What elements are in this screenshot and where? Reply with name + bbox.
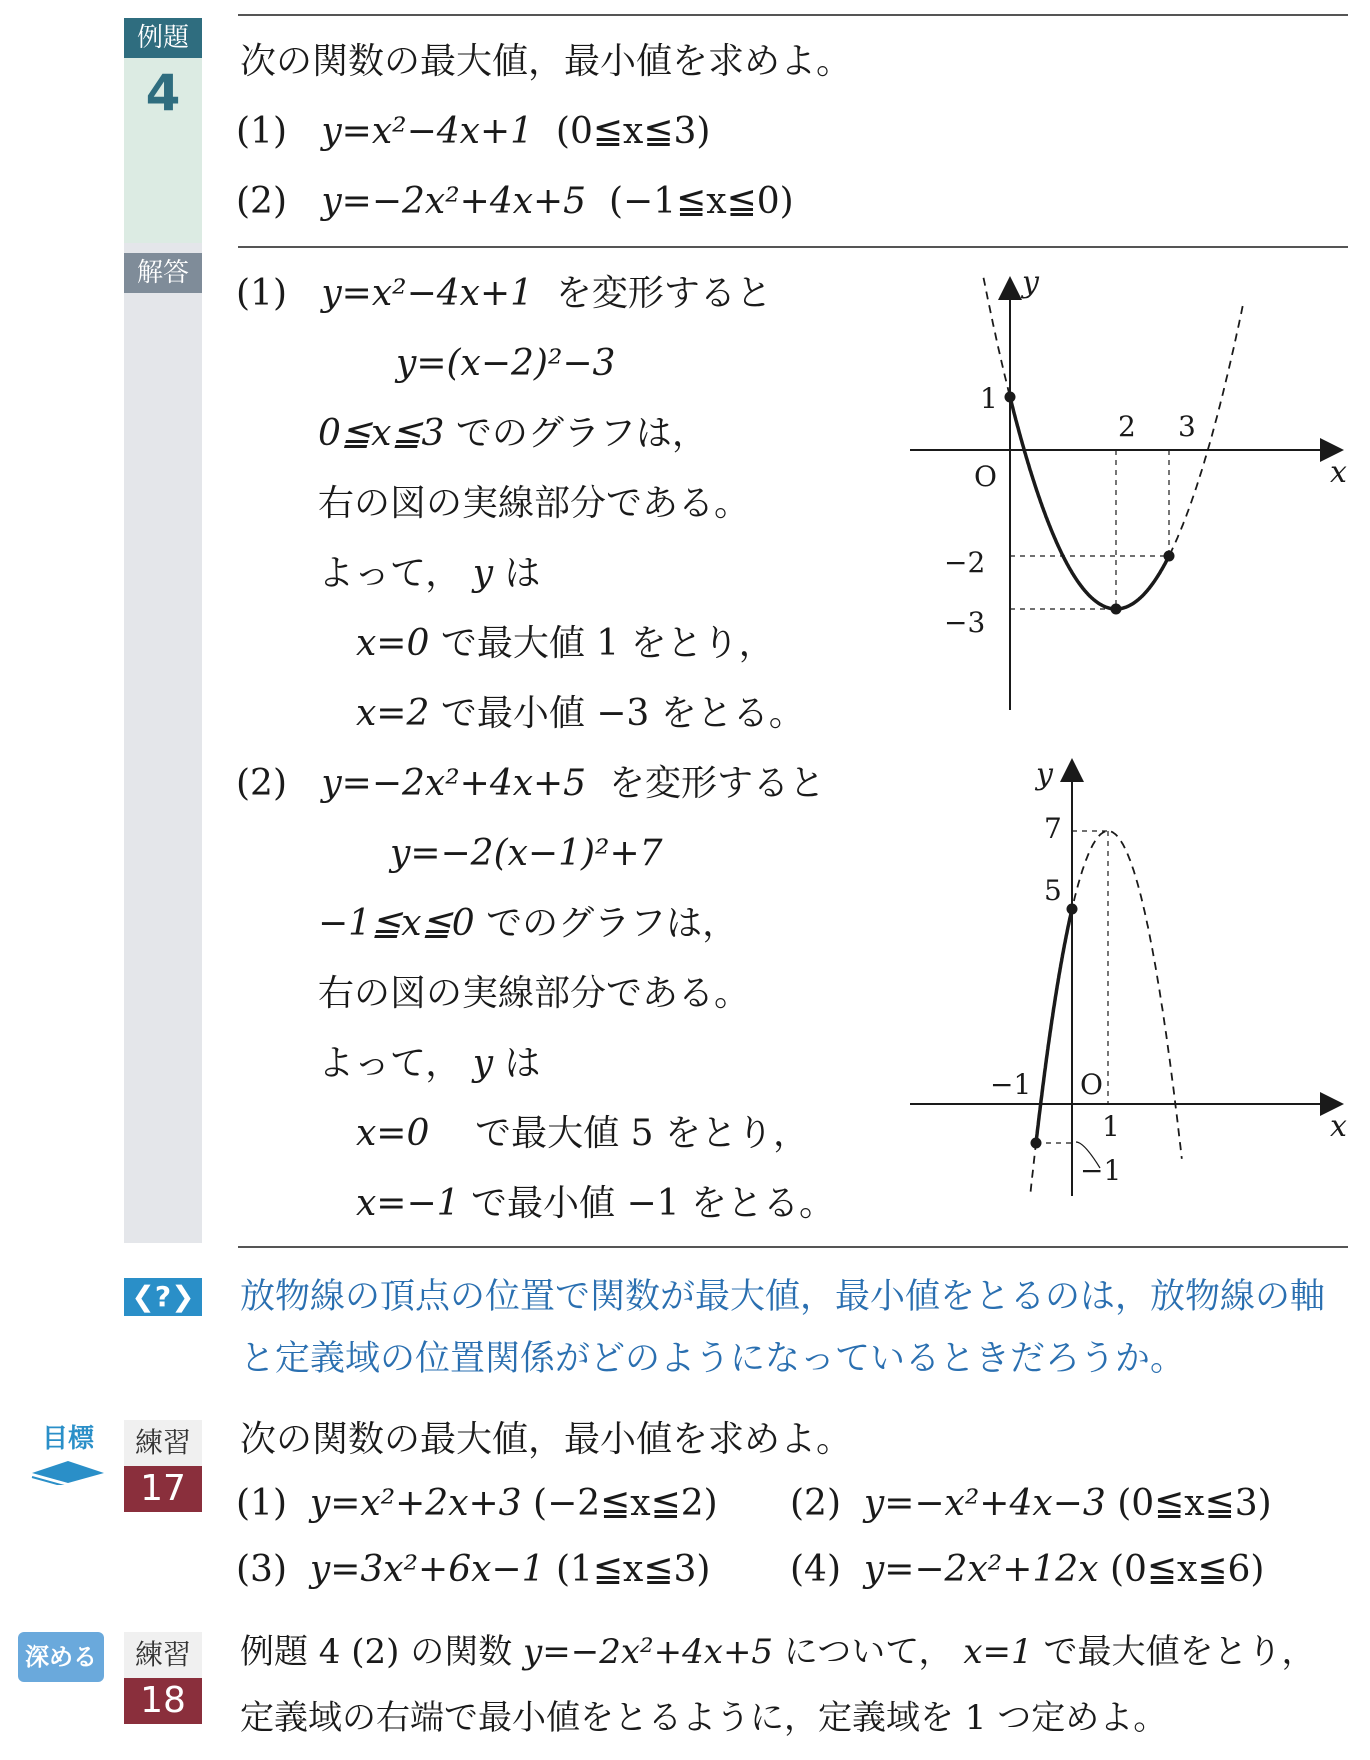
graph2-point-1	[1031, 1138, 1042, 1149]
graph2-solid-curve	[1036, 909, 1072, 1143]
solution2-line7: x=−1 で最小値 −1 をとる。	[356, 1183, 835, 1224]
graph2-tick-1x: 1	[1102, 1110, 1120, 1143]
exercise18-label: 練習	[124, 1632, 202, 1678]
graph1-point-0	[1005, 392, 1016, 403]
solution1-line1: (1) y=x²−4x+1 を変形すると	[236, 273, 772, 314]
graph2-point-0	[1067, 904, 1078, 915]
solution1-line3: 0≦x≦3 でのグラフは，	[318, 413, 708, 454]
graph1-origin: O	[974, 460, 997, 493]
exercise17-number: 17	[124, 1466, 202, 1512]
graph1	[900, 260, 1360, 720]
deepen-mark: 深める	[18, 1632, 104, 1682]
book-icon	[28, 1455, 108, 1485]
divider-top	[238, 14, 1348, 16]
example-problem-1: (1) y=x²−4x+1 (0≦x≦3)	[236, 111, 711, 152]
solution2-line5: よって， y は	[318, 1043, 541, 1084]
graph2-tick-m1x: −1	[990, 1068, 1032, 1101]
exercise18-line1: 例題 4 (2) の関数 y=−2x²+4x+5 について， x=1 で最大値をとり，	[240, 1632, 1316, 1672]
example-tag: 例題	[124, 18, 202, 58]
solution-sidebar	[124, 243, 202, 1243]
exercise17-label: 練習	[124, 1420, 202, 1466]
example-prompt: 次の関数の最大値，最小値を求めよ。	[240, 41, 853, 82]
graph2-origin: O	[1080, 1068, 1103, 1101]
solution2-line3: −1≦x≦0 でのグラフは，	[318, 903, 739, 944]
graph2-axis-x-label: x	[1330, 1109, 1347, 1144]
solution2-line6: x=0 で最大値 5 をとり，	[356, 1113, 809, 1154]
graph2	[900, 750, 1360, 1230]
question-line1: 放物線の頂点の位置で関数が最大値，最小値をとるのは，放物線の軸	[240, 1277, 1326, 1317]
graph1-tick-m3: −3	[944, 606, 986, 639]
exercise17-item1: (1) y=x²+2x+3 (−2≦x≦2)	[236, 1483, 718, 1524]
graph1-tick-2: 2	[1118, 410, 1136, 443]
graph1-axis-x-label: x	[1330, 455, 1347, 490]
solution1-line6: x=0 で最大値 1 をとり，	[356, 623, 775, 664]
graph1-solid-curve	[1010, 397, 1169, 609]
graph1-axis-y-label: y	[1022, 265, 1039, 300]
graph1-tick-3: 3	[1178, 410, 1196, 443]
graph2-tick-5: 5	[1044, 874, 1062, 907]
graph1-tick-1: 1	[980, 382, 998, 415]
exercise18-line2: 定義域の右端で最小値をとるように，定義域を 1 つ定めよ。	[240, 1698, 1168, 1738]
graph1-point-2	[1164, 551, 1175, 562]
divider-mid	[238, 246, 1348, 248]
goal-mark: 目標	[28, 1418, 108, 1492]
solution1-line5: よって， y は	[318, 553, 541, 594]
solution1-line2: y=(x−2)²−3	[396, 343, 616, 384]
graph2-tick-7: 7	[1044, 812, 1062, 845]
exercise17-item3: (3) y=3x²+6x−1 (1≦x≦3)	[236, 1549, 711, 1590]
exercise17-prompt: 次の関数の最大値，最小値を求めよ。	[240, 1419, 853, 1460]
solution2-line1: (2) y=−2x²+4x+5 を変形すると	[236, 763, 825, 804]
solution1-line7: x=2 で最小値 −3 をとる。	[356, 693, 805, 734]
question-badge: ❮?❯	[124, 1278, 202, 1316]
graph1-tick-m2: −2	[944, 546, 986, 579]
graph1-point-1	[1111, 604, 1122, 615]
exercise18-number: 18	[124, 1678, 202, 1724]
example-number: 4	[145, 64, 181, 122]
graph2-axis-y-label: y	[1036, 757, 1053, 792]
solution1-line4: 右の図の実線部分である。	[318, 483, 751, 524]
exercise17-item2: (2) y=−x²+4x−3 (0≦x≦3)	[790, 1483, 1272, 1524]
solution2-line2: y=−2(x−1)²+7	[390, 833, 663, 874]
example-problem-2: (2) y=−2x²+4x+5 (−1≦x≦0)	[236, 181, 794, 222]
solution2-line4: 右の図の実線部分である。	[318, 973, 751, 1014]
divider-bottom	[238, 1246, 1348, 1248]
exercise17-item4: (4) y=−2x²+12x (0≦x≦6)	[790, 1549, 1265, 1590]
graph2-tick-m1y: −1	[1080, 1154, 1122, 1187]
solution-tag: 解答	[124, 253, 202, 293]
question-line2: と定義域の位置関係がどのようになっているときだろうか。	[240, 1339, 1186, 1379]
